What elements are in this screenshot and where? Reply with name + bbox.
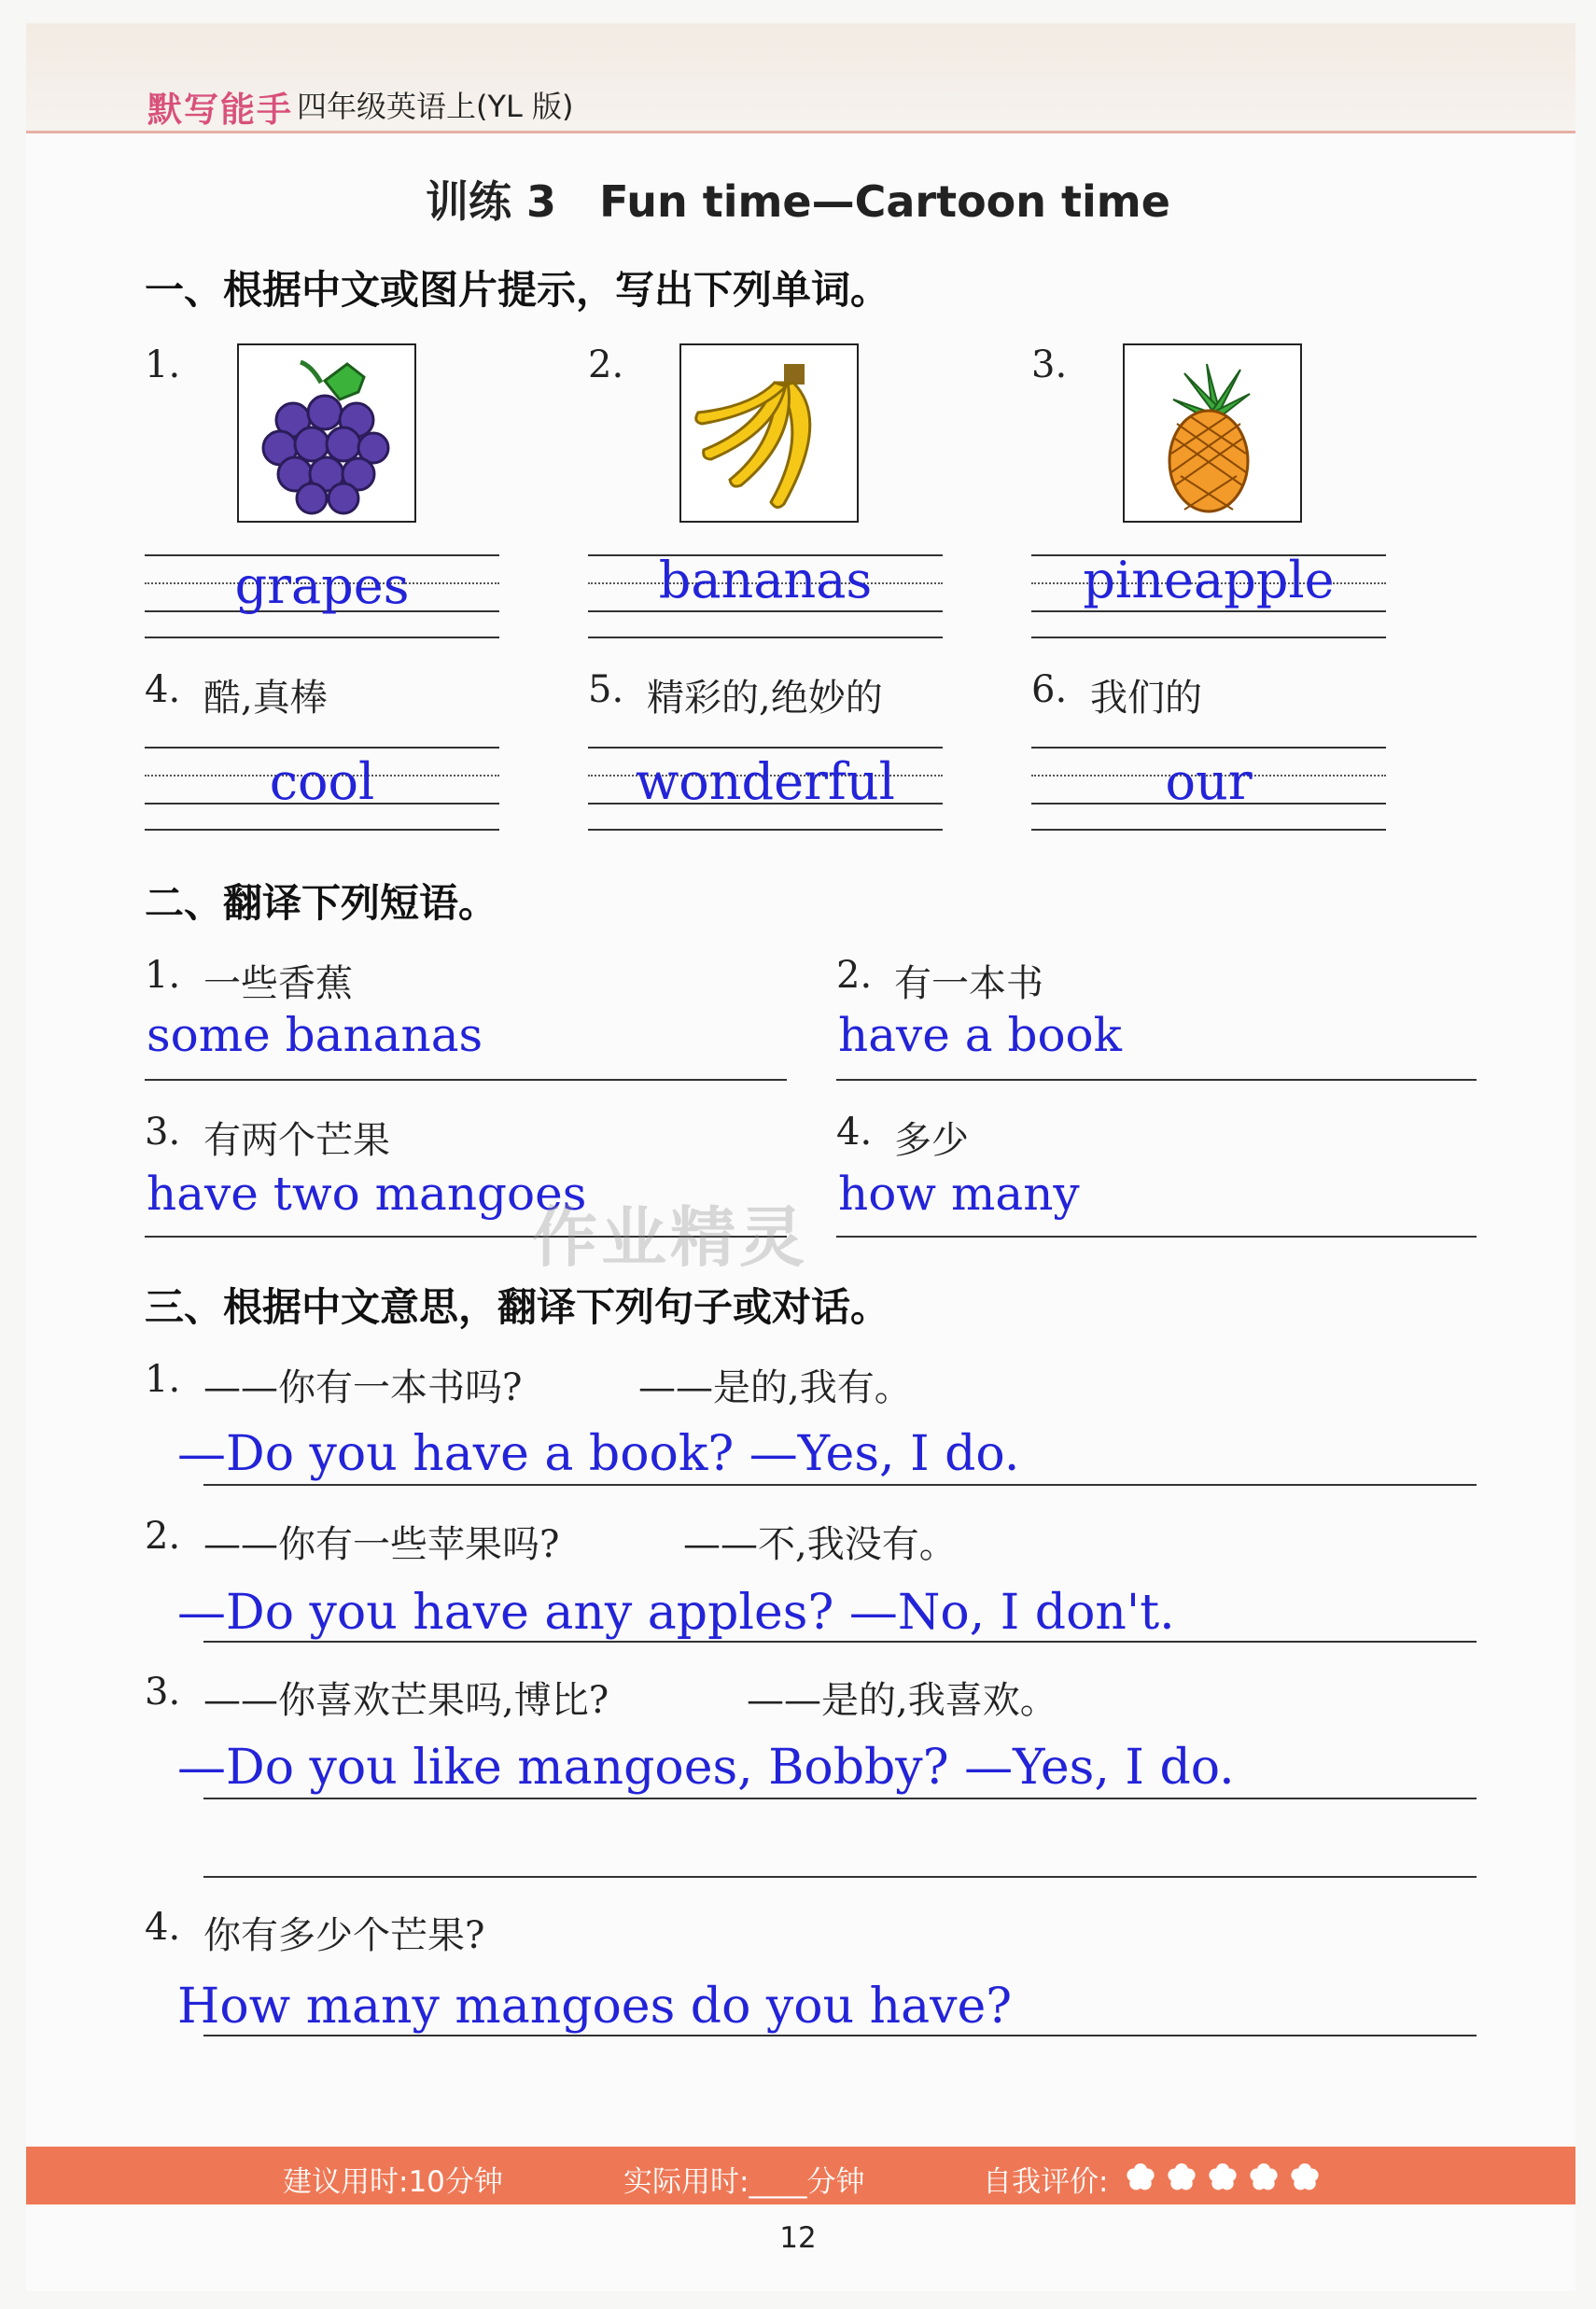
answer-sentence: —Do you have a book? —Yes, I do.: [177, 1426, 1020, 1482]
section1-heading: 一、根据中文或图片提示，写出下列单词。: [145, 267, 890, 313]
answer-cool: cool: [269, 752, 375, 811]
star-rating[interactable]: [1126, 2159, 1331, 2192]
writing-grid: [588, 747, 943, 831]
answer-line: [203, 1876, 1477, 1878]
answer-prompt-text: ——是的,我喜欢。: [747, 1679, 1057, 1722]
item-number: 5.: [588, 668, 624, 711]
item-number: 1.: [145, 954, 181, 997]
writing-grid: [1031, 551, 1386, 638]
item-number: 2.: [145, 1515, 181, 1558]
watermark: 作业精灵: [532, 1199, 808, 1276]
actual-time: 实际用时:____分钟: [623, 2165, 865, 2199]
answer-line: [203, 1798, 1477, 1799]
header-band: [26, 23, 1575, 133]
item-number: 2.: [836, 954, 873, 997]
answer-line: [203, 1484, 1477, 1486]
prompt-text: 有一本书: [894, 962, 1043, 1005]
answer-sentence: —Do you like mangoes, Bobby? —Yes, I do.: [177, 1740, 1235, 1796]
answer-wonderful: wonderful: [636, 752, 895, 811]
writing-grid: [145, 554, 499, 638]
answer-pineapple: pineapple: [1083, 551, 1335, 609]
item-number: 6.: [1031, 668, 1068, 711]
item-number: 3.: [1031, 343, 1068, 386]
question-text: ——你有一本书吗?: [203, 1366, 523, 1409]
answer-sentence: How many mangoes do you have?: [177, 1979, 1013, 2035]
bananas-icon: [679, 343, 859, 523]
item-number: 1.: [145, 1358, 181, 1401]
page-title: 训练 3 Fun time—Cartoon time: [426, 176, 1170, 227]
answer-grapes: grapes: [234, 556, 410, 615]
answer-line: [145, 1079, 787, 1081]
item-number: 3.: [145, 1671, 181, 1714]
answer-sentence: —Do you have any apples? —No, I don't.: [177, 1585, 1175, 1641]
prompt-text: 有两个芒果: [203, 1119, 390, 1162]
answer-line: [203, 2035, 1477, 2036]
grapes-icon: [237, 343, 416, 523]
writing-grid: [588, 551, 943, 638]
prompt-text: 精彩的,绝妙的: [647, 677, 883, 720]
answer-have-a-book: have a book: [838, 1008, 1122, 1062]
answer-line: [836, 1079, 1477, 1081]
pineapple-icon: [1123, 343, 1302, 523]
flower-star-icon[interactable]: [1208, 2162, 1238, 2192]
flower-star-icon[interactable]: [1167, 2162, 1197, 2192]
answer-have-two-mangoes: have two mangoes: [147, 1167, 587, 1221]
section2-heading: 二、翻译下列短语。: [145, 880, 498, 926]
answer-prompt-text: ——是的,我有。: [638, 1366, 912, 1409]
self-eval-label: 自我评价:: [983, 2165, 1109, 2199]
item-number: 2.: [588, 343, 624, 386]
item-number: 4.: [145, 1906, 181, 1949]
question-text: 你有多少个芒果?: [203, 1914, 485, 1957]
answer-line: [836, 1236, 1477, 1238]
item-number: 4.: [145, 668, 181, 711]
book-subtitle: 四年级英语上(YL 版): [297, 89, 574, 124]
prompt-text: 我们的: [1090, 677, 1202, 720]
answer-line: [203, 1641, 1477, 1643]
item-number: 1.: [145, 343, 181, 386]
writing-grid: [1031, 747, 1386, 831]
answer-prompt-text: ——不,我没有。: [683, 1523, 957, 1566]
prompt-text: 酷,真棒: [203, 677, 328, 720]
answer-our: our: [1165, 752, 1253, 811]
brand: 默写能手: [147, 90, 293, 130]
section3-heading: 三、根据中文意思，翻译下列句子或对话。: [145, 1284, 890, 1330]
footer-band: [26, 2147, 1575, 2204]
question-text: ——你喜欢芒果吗,博比?: [203, 1679, 609, 1722]
answer-bananas: bananas: [658, 551, 873, 609]
page-number: 12: [779, 2221, 817, 2255]
flower-star-icon[interactable]: [1290, 2162, 1320, 2192]
question-text: ——你有一些苹果吗?: [203, 1523, 560, 1566]
flower-star-icon[interactable]: [1249, 2162, 1279, 2192]
flower-star-icon[interactable]: [1126, 2162, 1155, 2192]
item-number: 3.: [145, 1111, 181, 1154]
suggested-time: 建议用时:10分钟: [283, 2165, 503, 2199]
item-number: 4.: [836, 1111, 873, 1154]
prompt-text: 一些香蕉: [203, 962, 353, 1005]
writing-grid: [145, 747, 499, 831]
answer-how-many: how many: [838, 1167, 1080, 1221]
prompt-text: 多少: [894, 1119, 969, 1162]
answer-some-bananas: some bananas: [147, 1008, 483, 1062]
